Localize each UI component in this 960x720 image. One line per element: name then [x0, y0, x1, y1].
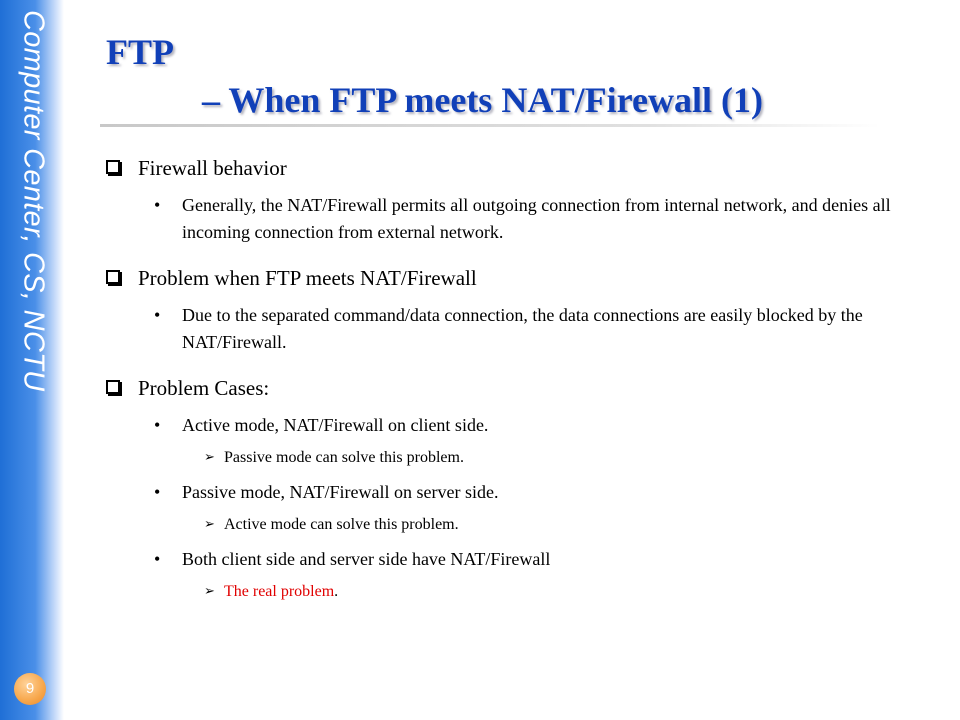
bullet-text: Passive mode, NAT/Firewall on server side. [182, 482, 499, 502]
heading-text: Problem when FTP meets NAT/Firewall [138, 266, 477, 290]
title-divider [100, 124, 880, 127]
bullet-text: Both client side and server side have NAT/Firewall [182, 549, 551, 569]
square-bullet-icon [106, 380, 120, 394]
sub-bullet-tail: . [334, 583, 339, 600]
arrow-bullet-icon: ➢ [204, 450, 215, 465]
dot-bullet-icon: • [154, 195, 161, 215]
bullet-item [104, 546, 904, 573]
page-number-badge: 9 [14, 673, 46, 705]
bullet-text: Generally, the NAT/Firewall permits all outgoing connection from internal network, and denies all incoming connection from external network. [182, 195, 891, 242]
bullet-item [104, 412, 904, 439]
bullet-item [104, 302, 904, 356]
title-line-2: – When FTP meets NAT/Firewall (1) [202, 80, 763, 120]
heading-text: Firewall behavior [138, 156, 287, 180]
sidebar [0, 0, 64, 720]
highlighted-text: The real problem [224, 583, 335, 600]
slide-title [106, 28, 763, 124]
bullet-item [104, 192, 904, 246]
bullet-item [104, 479, 904, 506]
dot-bullet-icon: • [154, 549, 161, 569]
title-line-1: FTP [106, 32, 174, 72]
bullet-heading [104, 264, 904, 292]
bullet-heading [104, 374, 904, 402]
sub-bullet-item [104, 514, 904, 536]
dot-bullet-icon: • [154, 482, 161, 502]
bullet-heading [104, 154, 904, 182]
square-bullet-icon [106, 160, 120, 174]
slide-body [104, 154, 904, 603]
dot-bullet-icon: • [154, 415, 161, 435]
sub-bullet-item [104, 447, 904, 469]
bullet-text: Active mode, NAT/Firewall on client side. [182, 415, 489, 435]
heading-text: Problem Cases: [138, 376, 270, 400]
arrow-bullet-icon: ➢ [204, 584, 215, 599]
bullet-text: Due to the separated command/data connection, the data connections are easily blocked by the NAT/Firewall. [182, 305, 863, 352]
sidebar-label: Computer Center, CS, NCTU [17, 10, 50, 392]
arrow-bullet-icon: ➢ [204, 517, 215, 532]
sub-bullet-text: Active mode can solve this problem. [224, 516, 459, 533]
sub-bullet-item [104, 581, 904, 603]
sub-bullet-text: Passive mode can solve this problem. [224, 449, 464, 466]
dot-bullet-icon: • [154, 305, 161, 325]
square-bullet-icon [106, 270, 120, 284]
